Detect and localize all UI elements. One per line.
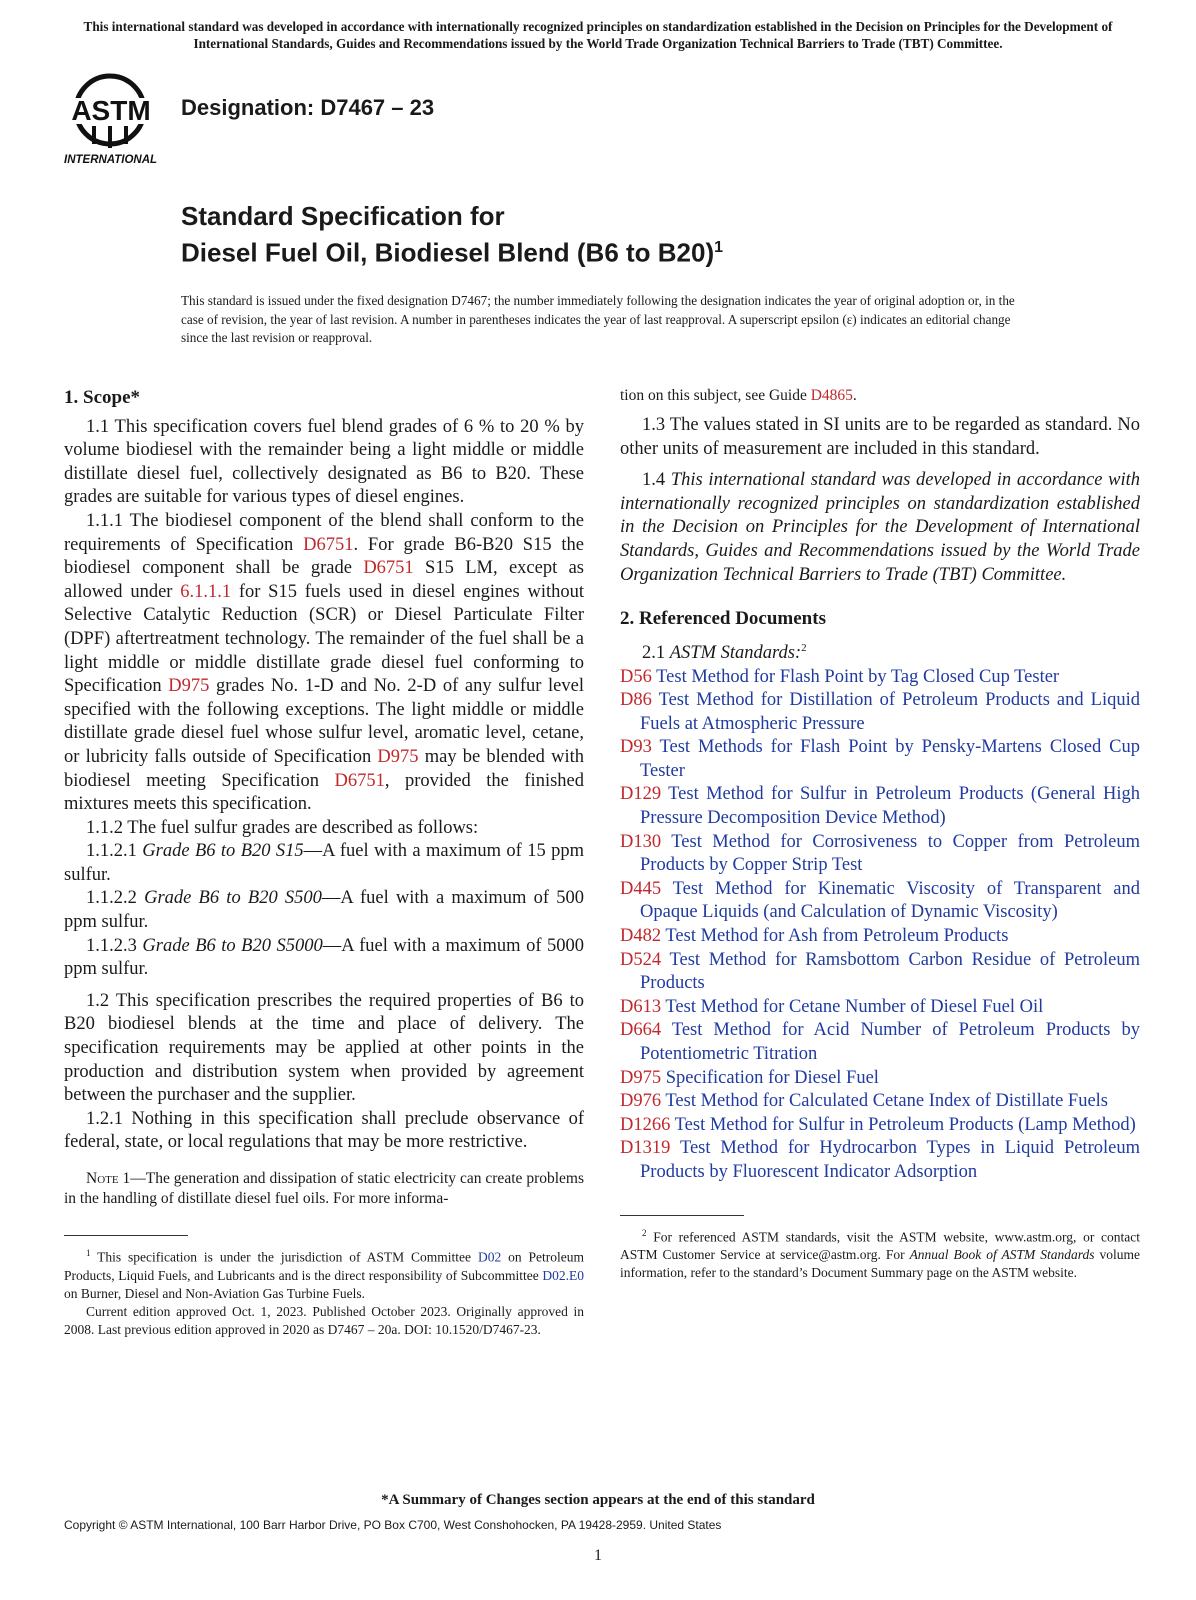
para-1-2: 1.2 This specification prescribes the required properties of B6 to B20 biodiesel blends at the time and place of delivery. The specification requirements may be applied at other points in the production and distribution system when provided by agreement between the purchaser and the supplier. (64, 990, 584, 1106)
para-1-4: 1.4 This international standard was developed in accordance with internationally recognized principles on standardization established in the Decision on Principles for the Development of International Standards, Guides and Recommendations issued by the World Trade Organization Technical Barriers to Trade (TBT) Committee. (620, 470, 1141, 585)
link-d975[interactable]: D975 (168, 676, 210, 697)
footnote-1-edition: Current edition approved Oct. 1, 2023. Published October 2023. Originally approved in 2008. Last previous edition approved in 2020 as D7467 – 20a. DOI: 10.1520/D7467-23. (64, 1303, 584, 1337)
note-1-continued: tion on this subject, see Guide D4865. (620, 387, 857, 404)
logo-text: ASTM (71, 95, 151, 126)
reference-item (620, 1114, 1140, 1138)
reference-code-link[interactable]: D664 (620, 1020, 662, 1041)
link-d975[interactable]: D975 (377, 746, 419, 767)
reference-title-link[interactable]: Specification for Diesel Fuel (661, 1067, 879, 1088)
page-number: 1 (594, 1547, 602, 1564)
reference-code-link[interactable]: D524 (620, 949, 662, 970)
scope-heading: 1. Scope* (64, 387, 140, 408)
summary-of-changes-note: *A Summary of Changes section appears at the end of this standard (381, 1492, 815, 1508)
link-d6751[interactable]: D6751 (363, 558, 414, 579)
reference-item (620, 878, 1140, 925)
document-title (181, 200, 723, 269)
astm-logo (64, 70, 174, 166)
reference-code-link[interactable]: D86 (620, 690, 652, 711)
reference-item (620, 1019, 1140, 1066)
reference-item (620, 1067, 1140, 1091)
reference-title-link[interactable]: Test Method for Flash Point by Tag Closed Cup Tester (651, 666, 1060, 687)
title-line-2: Diesel Fuel Oil, Biodiesel Blend (B6 to B20)$^1$ (181, 237, 724, 268)
reference-code-link[interactable]: D976 (620, 1091, 662, 1112)
footnote-rule (620, 1215, 744, 1216)
reference-title-link[interactable]: Test Method for Hydrocarbon Types in Liquid Petroleum Products by Fluorescent Indicator Adsorption (640, 1138, 1140, 1182)
reference-title-link[interactable]: Test Method for Acid Number of Petroleum Products by Potentiometric Titration (640, 1020, 1140, 1064)
reference-item (620, 1090, 1140, 1114)
para-1-1: 1.1 This specification covers fuel blend grades of 6 % to 20 % by volume biodiesel with the remainder being a light middle or middle distillate diesel fuel, collectively designated as B6 to B20. These grades are suitable for various types of diesel engines. (64, 416, 584, 508)
reference-title-link[interactable]: Test Method for Sulfur in Petroleum Products (General High Pressure Decomposition Device Method) (640, 784, 1140, 829)
logo-subtext: INTERNATIONAL (64, 154, 158, 166)
para-grade-s15: 1.1.2.1 Grade B6 to B20 S15—A fuel with a maximum of 15 ppm sulfur. (64, 841, 584, 885)
designation: Designation: D7467 – 23 (181, 95, 435, 120)
title-line-1: Standard Specification for (181, 201, 505, 231)
link-committee-d02[interactable]: D02 (477, 1249, 502, 1265)
link-d6751[interactable]: D6751 (303, 534, 354, 555)
reference-list (620, 666, 1140, 1185)
reference-title-link[interactable]: Test Method for Ramsbottom Carbon Residue of Petroleum Products (640, 949, 1140, 994)
link-d4865[interactable]: D4865 (810, 387, 853, 404)
reference-item (620, 925, 1140, 949)
para-1-2-1: 1.2.1 Nothing in this specification shall preclude observance of federal, state, or local regulations that may be more restrictive. (64, 1108, 584, 1153)
left-column (64, 386, 584, 1339)
reference-item (620, 1137, 1140, 1184)
para-1-1-1: 1.1.1 The biodiesel component of the blend shall conform to the requirements of Specification D6751. For grade B6-B20 S15 the biodiesel component shall be grade D6751 S15 LM, except as allowed under 6.1.1.1 for S15 fuels used in diesel engines without Selective Catalytic Reduction (SCR) or Diesel Particulate Filter (DPF) aftertreatment technology. The remainder of the fuel shall be a light middle or middle distillate grade diesel fuel conforming to Specification D975 grades No. 1-D and No. 2-D of any sulfur level specified with the following exceptions. The light middle or middle distillate grade diesel fuel whose sulfur level, aromatic level, cetane, or lubricity falls outside of Specification D975 may be blended with biodiesel meeting Specification D6751, provided the finished mixtures meets this specification. (64, 510, 585, 815)
referenced-documents-heading: 2. Referenced Documents (620, 608, 826, 630)
footnote-rule (64, 1235, 188, 1236)
reference-item (620, 831, 1140, 878)
footnote-2: $^2$ For referenced ASTM standards, visit the ASTM website, www.astm.org, or contact ASTM Customer Service at service@astm.org. For Annual Book of ASTM Standards volume information, refer to the standard’s Document Summary page on the ASTM website. (620, 1227, 1140, 1281)
reference-title-link[interactable]: Test Methods for Flash Point by Pensky-Martens Closed Cup Tester (640, 737, 1140, 781)
reference-item (620, 783, 1140, 830)
reference-code-link[interactable]: D129 (620, 784, 662, 805)
right-column (620, 386, 1140, 1282)
issue-note: This standard is issued under the fixed designation D7467; the number immediately following the designation indicates the year of original adoption or, in the case of revision, the year of last revision. A number in parentheses indicates the year of last reapproval. A superscript epsilon (ε) indicates an editorial change since the last revision or reapproval. (181, 293, 1015, 345)
reference-code-link[interactable]: D613 (620, 996, 662, 1017)
footnote-1: $^1$ This specification is under the jurisdiction of ASTM Committee D02 on Petroleum Products, Liquid Fuels, and Lubricants and is the direct responsibility of Subcommittee D02.E0 on Burner, Diesel and Non-Aviation Gas Turbine Fuels. (64, 1248, 584, 1301)
reference-code-link[interactable]: D93 (620, 737, 652, 758)
para-1-1-2: 1.1.2 The fuel sulfur grades are described as follows: (86, 817, 479, 838)
para-1-3: 1.3 The values stated in SI units are to be regarded as standard. No other units of measurement are included in this standard. (620, 415, 1140, 459)
copyright: Copyright © ASTM International, 100 Barr Harbor Drive, PO Box C700, West Conshohocken, PA 19428-2959. United States (64, 1518, 722, 1532)
reference-title-link[interactable]: Test Method for Cetane Number of Diesel Fuel Oil (661, 996, 1044, 1017)
reference-item (620, 949, 1140, 996)
reference-code-link[interactable]: D975 (620, 1067, 662, 1088)
reference-code-link[interactable]: D482 (620, 926, 662, 947)
reference-title-link[interactable]: Test Method for Kinematic Viscosity of Transparent and Opaque Liquids (and Calculation of Dynamic Viscosity) (640, 878, 1140, 923)
reference-title-link[interactable]: Test Method for Ash from Petroleum Products (661, 926, 1009, 947)
reference-code-link[interactable]: D56 (620, 666, 652, 687)
para-grade-s500: 1.1.2.2 Grade B6 to B20 S500—A fuel with a maximum of 500 ppm sulfur. (64, 888, 585, 933)
reference-code-link[interactable]: D445 (620, 878, 662, 899)
link-section-6-1-1-1[interactable]: 6.1.1.1 (180, 581, 232, 602)
reference-code-link[interactable]: D1266 (620, 1114, 671, 1135)
reference-title-link[interactable]: Test Method for Calculated Cetane Index of Distillate Fuels (661, 1091, 1109, 1112)
title-footnote-marker[interactable]: 1 (714, 239, 724, 256)
link-d6751[interactable]: D6751 (334, 770, 385, 791)
reference-item (620, 666, 1140, 690)
astm-standards-subheading: 2.1 ASTM Standards:$^2$ (642, 641, 807, 663)
link-subcommittee-d02-e0[interactable]: D02.E0 (542, 1267, 584, 1283)
footnote-2-marker[interactable]: 2 (801, 641, 807, 654)
reference-title-link[interactable]: Test Method for Corrosiveness to Copper from Petroleum Products by Copper Strip Test (640, 831, 1140, 876)
para-grade-s5000: 1.1.2.3 Grade B6 to B20 S5000—A fuel with a maximum of 5000 ppm sulfur. (64, 935, 585, 980)
reference-item (620, 996, 1140, 1020)
reference-code-link[interactable]: D1319 (620, 1138, 671, 1159)
wto-notice: This international standard was developed in accordance with internationally recognized principles on standardization established in the Decision on Principles for the Development of International Standards, Guides and Recommendations issued by the World Trade Organization Technical Barriers to Trade (TBT) Committee. (83, 19, 1113, 51)
reference-item (620, 736, 1140, 783)
reference-code-link[interactable]: D130 (620, 831, 662, 852)
reference-item (620, 689, 1140, 736)
note-1: Note 1—The generation and dissipation of static electricity can create problems in the handling of distillate diesel fuel oils. For more informa- (64, 1170, 585, 1207)
reference-title-link[interactable]: Test Method for Sulfur in Petroleum Products (Lamp Method) (670, 1114, 1136, 1135)
reference-title-link[interactable]: Test Method for Distillation of Petroleum Products and Liquid Fuels at Atmospheric Pressure (640, 690, 1140, 734)
